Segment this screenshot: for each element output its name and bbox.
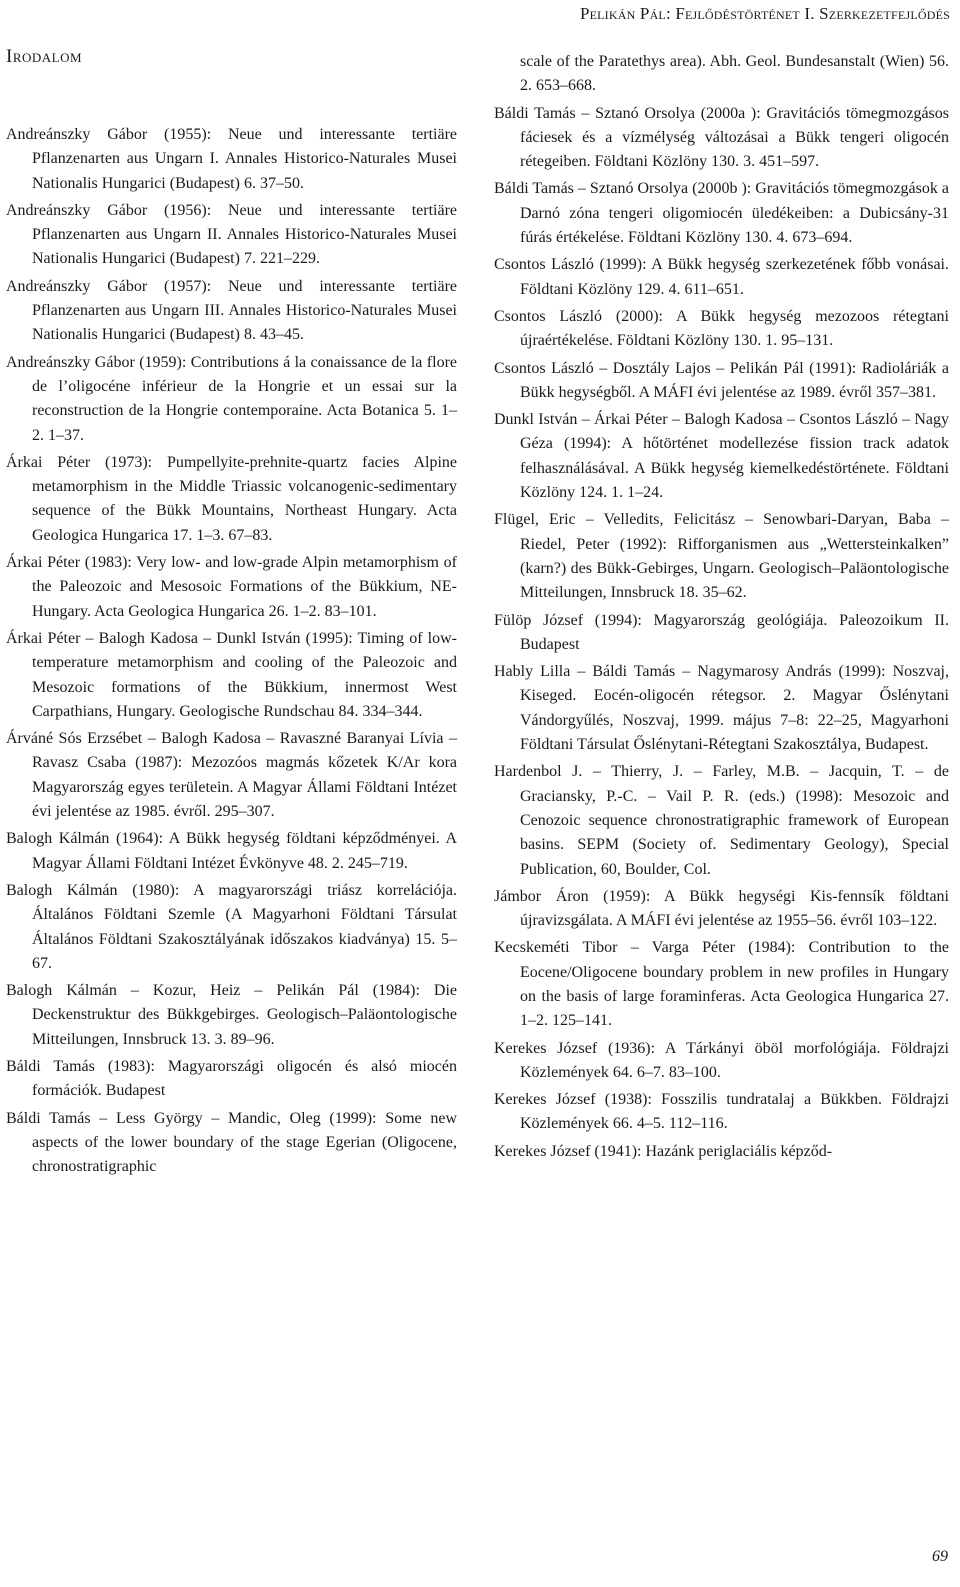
reference-entry: Kerekes József (1941): Hazánk periglaciális képződ- [494,1142,833,1160]
reference-entry: Balogh Kálmán (1964): A Bükk hegység földtani képződményei. A Magyar Állami Földtani Intézet Évkönyve 48. 2. 245–719. [6,830,457,872]
page-number: 69 [932,1548,948,1565]
reference-entry: Árkai Péter (1973): Pumpellyite-prehnite-quartz facies Alpine metamorphism in the Middle Triassic volcanogenic-sedimentary sequence of the Bükk Mountains, Northeast Hungary. Acta Geologica Hungarica 17. 1–3. 67–83. [6,453,457,544]
reference-continuation: scale of the Paratethys area). Abh. Geol. Bundesanstalt (Wien) 56. 2. 653–668. [520,53,949,95]
reference-entry: Báldi Tamás (1983): Magyarországi oligocén és alsó miocén formációk. Budapest [6,1057,457,1100]
reference-entry: Kerekes József (1938): Fosszilis tundratalaj a Bükkben. Földrajzi Közlemények 66. 4–5. 112–116. [494,1091,949,1133]
reference-entry: Csontos László (1999): A Bükk hegység szerkezetének főbb vonásai. Földtani Közlöny 129. 4. 611–651. [494,256,949,298]
running-head-title: Fejlődéstörténet I. Szerkezetfejlődés [675,4,950,23]
reference-entry: Flügel, Eric – Velledits, Felicitász – Senowbari-Daryan, Baba – Riedel, Peter (1992): Rifforganismen aus „Wettersteinkalken” (karn?) des Bükk-Gebirges, Ungarn. Geologisch–Paläontologische Mitteilungen, Innsbruck 18. 35–62. [494,511,949,602]
reference-entry: Csontos László (2000): A Bükk hegység mezozoos rétegtani újraértékelése. Földtani Közlöny 130. 1. 95–131. [494,307,949,350]
reference-entry: Balogh Kálmán (1980): A magyarországi triász korrelációja. Általános Földtani Szemle (A Magyarhoni Földtani Társulat Általános Földtani Szakosztályának időszakos kiadványa) 15. 5–67. [6,881,457,972]
reference-entry: Andreánszky Gábor (1957): Neue und interessante tertiäre Pflanzenarten aus Ungarn III. Annales Historico-Naturales Musei Nationalis Hungarici (Budapest) 8. 43–45. [6,277,457,344]
reference-entry: Jámbor Áron (1959): A Bükk hegységi Kis-fennsík földtani újravizsgálata. A MÁFI évi jelentése az 1955–56. évről 103–122. [494,887,949,930]
reference-entry: Árkai Péter (1983): Very low- and low-grade Alpin metamorphism of the Paleozoic and Mesosoic Formations of the Bükkium, NE-Hungary. Acta Geologica Hungarica 26. 1–2. 83–101. [6,554,457,620]
reference-entry: Báldi Tamás – Less György – Mandic, Oleg (1999): Some new aspects of the lower boundary of the stage Egerian (Oligocene, chronostratigraphic [6,1109,457,1176]
reference-entry: Báldi Tamás – Sztanó Orsolya (2000a ): Gravitációs tömegmozgásos fáciesek és a vízmélység változásai a Bükk tengeri oligocén rétegeiben. Földtani Közlöny 130. 3. 451–597. [494,104,949,171]
reference-entry: Árváné Sós Erzsébet – Balogh Kadosa – Ravaszné Baranyai Lívia – Ravasz Csaba (1987): Mezozóos magmás kőzetek K/Ar kora Magyarország egyes területein. A Magyar Állami Földtani Intézet évi jelentése az 1985. évről. 295–307. [6,730,457,821]
section-title: Irodalom [6,46,83,67]
reference-entry: Hably Lilla – Báldi Tamás – Nagymarosy András (1999): Noszvaj, Kiseged. Eocén-oligocén rétegsor. 2. Magyar Őslénytani Vándorgyűlés, Noszvaj, 1999. május 7–8: 22–25, Magyarhoni Földtani Társulat Őslénytani-Rétegtani Szakosztálya, Budapest. [494,663,949,754]
reference-entry: Balogh Kálmán – Kozur, Heiz – Pelikán Pál (1984): Die Deckenstruktur des Bükkgebirges. Geologisch–Paläontologische Mitteilungen, Innsbruck 13. 3. 89–96. [6,982,457,1048]
running-head-author: Pelikán Pál [579,4,666,23]
reference-entry: Kecskeméti Tibor – Varga Péter (1984): Contribution to the Eocene/Oligocene boundary problem in new profiles in Hungary on the basis of large foraminferas. Acta Geologica Hungarica 27. 1–2. 125–141. [494,939,949,1030]
reference-entry: Andreánszky Gábor (1955): Neue und interessante tertiäre Pflanzenarten aus Ungarn I. Annales Historico-Naturales Musei Nationalis Hungarici (Budapest) 6. 37–50. [6,126,457,192]
left-column [6,123,457,1182]
reference-entry: Csontos László – Dosztály Lajos – Pelikán Pál (1991): Radioláriák a Bükk hegységből. A MÁFI évi jelentése az 1989. évről 357–381. [494,359,949,401]
reference-entry: Andreánszky Gábor (1956): Neue und interessante tertiäre Pflanzenarten aus Ungarn II. Annales Historico-Naturales Musei Nationalis Hungarici (Budapest) 7. 221–229. [6,201,457,268]
reference-entry: Hardenbol J. – Thierry, J. – Farley, M.B. – Jacquin, T. – de Graciansky, P.-C. – Vail P. R. (eds.) (1998): Mesozoic and Cenozoic sequence chronostratigraphic framework of European basins. SEPM (Society of. Sedimentary Geology), Special Publication, 60, Boulder, Col. [494,763,949,878]
reference-entry: Báldi Tamás – Sztanó Orsolya (2000b ): Gravitációs tömegmozgások a Darnó zóna tengeri oligomiocén üledékeiben: a Dubicsány-31 fúrás értékelése. Földtani Közlöny 130. 4. 673–694. [494,180,949,247]
reference-entry: Árkai Péter – Balogh Kadosa – Dunkl István (1995): Timing of low-temperature metamorphism and cooling of the Paleozoic and Mesozoic formations of the Bükkium, innermost West Carpathians, Hungary. Geologische Rundschau 84. 334–344. [6,629,457,720]
reference-entry: Kerekes József (1936): A Tárkányi öböl morfológiája. Földrajzi Közlemények 64. 6–7. 83–100. [494,1039,949,1081]
reference-entry: Dunkl István – Árkai Péter – Balogh Kadosa – Csontos László – Nagy Géza (1994): A hőtörténet modellezése fission track adatok felhasználásával. A Bükk hegység kiemelkedéstörténete. Földtani Közlöny 124. 1. 1–24. [494,411,949,502]
right-column [494,50,949,1167]
running-head: Pelikán Pál: Fejlődéstörténet I. Szerkezetfejlődés [579,4,950,23]
reference-entry: Fülöp József (1994): Magyarország geológiája. Paleozoikum II. Budapest [494,611,949,653]
reference-entry: Andreánszky Gábor (1959): Contributions á la conaissance de la flore de l’oligocéne inférieur de la Hongrie et un essai sur la reconstruction de la Hongrie contemporaine. Acta Botanica 5. 1–2. 1–37. [6,353,457,444]
